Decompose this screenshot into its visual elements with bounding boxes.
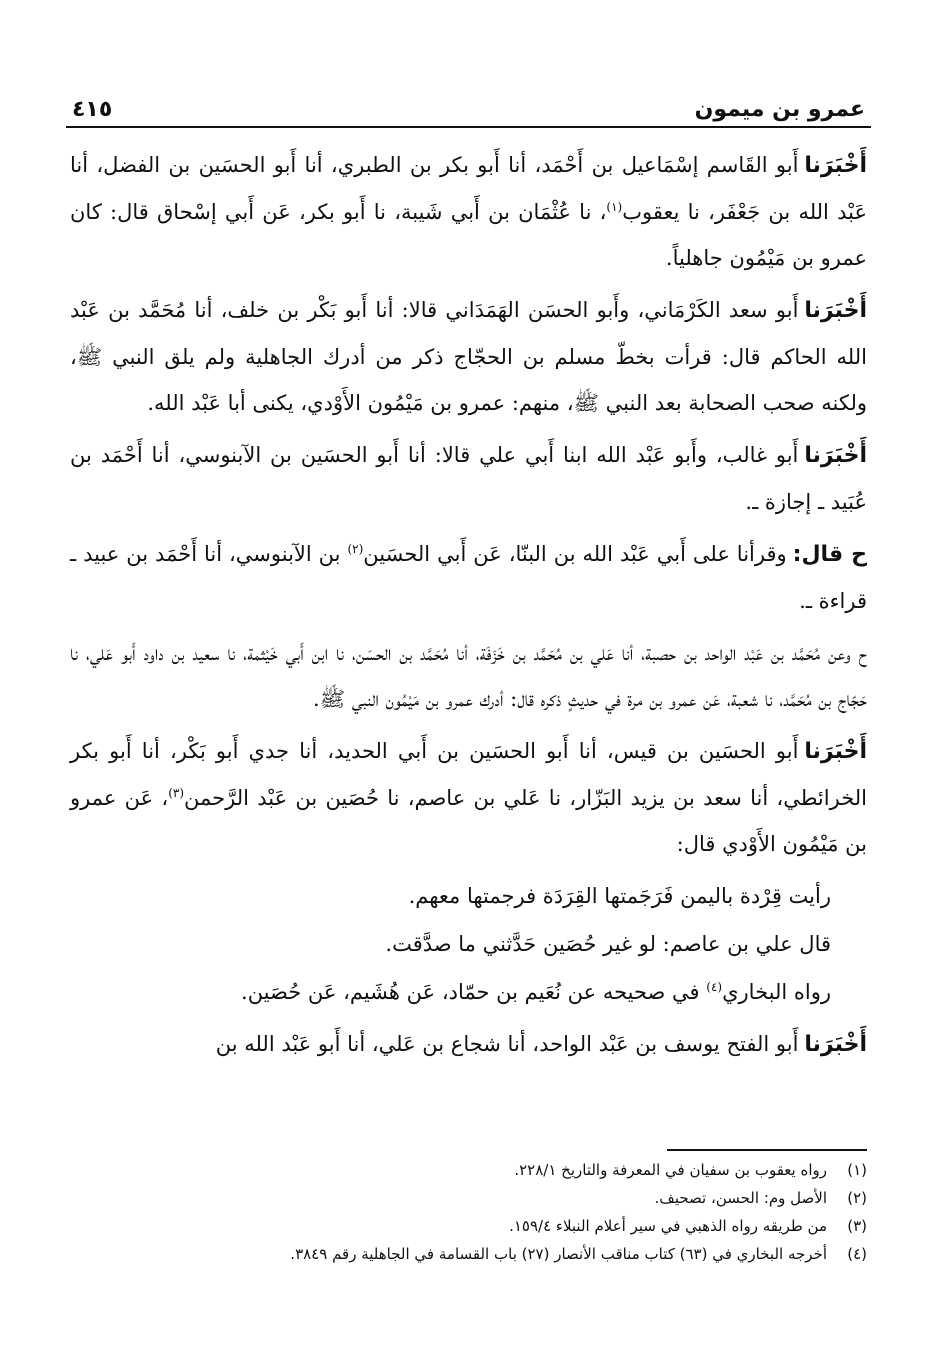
footnote-ref: (١) (606, 200, 623, 214)
footnote (77, 1212, 867, 1240)
main-text (66, 142, 871, 1068)
paragraph-text: أَبو القَاسم إسْمَاعيل بن أَحْمَد، أنا أَبو بكر بن الطبري، أنا أَبو الحسَين بن الفضل، أنا عَبْد الله بن جَعْفَر، نا يعقوب (70, 153, 867, 224)
paragraph (66, 142, 871, 281)
page-number: ٤١٥ (72, 97, 113, 122)
paragraph (66, 1021, 871, 1068)
footnote-number: (١) (847, 1161, 867, 1179)
footnote-ref: (٤) (706, 980, 723, 994)
footnote-ref: (٣) (168, 786, 185, 800)
paragraph-text-cont: ، نا عُثْمَان بن أَبي شَيبة، نا أَبو بكر، عَن أَبي إسْحاق قال: كان عمرو بن مَيْمُون جاهلياً. (70, 200, 867, 270)
quote-line (66, 873, 871, 919)
footnote-text: رواه يعقوب بن سفيان في المعرفة والتاريخ ٢٢٨/١. (514, 1161, 827, 1179)
footnote (77, 1156, 867, 1184)
footnote-text: من طريقه رواه الذهبي في سير أعلام النبلاء ١٥٩/٤. (509, 1217, 827, 1235)
paragraph-lead: ح قال: (792, 542, 867, 567)
quote-line (66, 921, 871, 967)
paragraph-text: أَبو الحسَين بن قيس، أنا أَبو الحسَين بن أَبي الحديد، أنا جدي أَبو بَكْر، أنا أَبو بكر الخرائطي، أنا سعد بن يزيد البَزّار، نا عَلي بن عاصم، نا حُصَين بن عَبْد الرَّحمن (70, 739, 867, 810)
footnote-ref: (٢) (347, 542, 364, 556)
footnote-text: الأصل وم: الحسن، تصحيف. (654, 1189, 827, 1207)
footnote-number: (٢) (847, 1189, 867, 1207)
paragraph-text: أَبو غالب، وأَبو عَبْد الله ابنا أَبي علي قالا: أنا أَبو الحسَين بن الآبنوسي، أنا أَحْمَد بن عُبَيد ـ إجازة ـ. (70, 443, 867, 514)
footnotes (77, 1156, 867, 1268)
paragraph (66, 630, 871, 722)
running-title: عمرو بن ميمون (694, 97, 865, 122)
book-page (66, 86, 871, 1316)
paragraph-text: رأيت قِرْدة باليمن فَرَجَمتها القِرَدَة فرجمتها معهم. (408, 884, 831, 908)
footnote (77, 1240, 867, 1268)
paragraph-text: أَبو الفتح يوسف بن عَبْد الواحد، أنا شجاع بن عَلي، أنا أَبو عَبْد الله بن (215, 1032, 799, 1056)
paragraph-lead: أَخْبَرَنا (804, 443, 867, 468)
paragraph-lead: أَخْبَرَنا (804, 1032, 867, 1057)
paragraph (66, 531, 871, 624)
footnote (77, 1184, 867, 1212)
paragraph-lead: أَخْبَرَنا (804, 298, 867, 323)
paragraph-text: قال علي بن عاصم: لو غير حُصَين حَدَّثني ما صدَّقت. (385, 932, 831, 956)
paragraph (66, 728, 871, 867)
footnote-rule (667, 1149, 867, 1151)
paragraph-lead: أَخْبَرَنا (804, 739, 867, 764)
paragraph-text-cont: بن الآبنوسي، أنا أَحْمَد بن عبيد ـ قراءة ـ. (70, 542, 867, 613)
paragraph-lead: أَخْبَرَنا (804, 153, 867, 178)
paragraph-text: رواه البخاري (722, 980, 831, 1004)
paragraph-text: وقرأنا على أَبي عَبْد الله بن البنّا، عَن أَبي الحسَين (363, 542, 787, 566)
quote-line (66, 969, 871, 1015)
footnote-text: أخرجه البخاري في (٦٣) كتاب مناقب الأنصار (٢٧) باب القسامة في الجاهلية رقم ٣٨٤٩. (290, 1245, 827, 1263)
footnote-number: (٤) (847, 1245, 867, 1263)
paragraph (66, 287, 871, 426)
paragraph-text-cont: ، عَن عمرو بن مَيْمُون الأَوْدي قال: (70, 786, 867, 856)
footnote-number: (٣) (847, 1217, 867, 1235)
paragraph-text-cont: في صحيحه عن نُعَيم بن حمّاد، عَن هُشَيم، عَن حُصَين. (241, 980, 707, 1004)
paragraph-text: ح وعن مُحَمَّد بن عَبْد الواحد بن حصبة، أنا عَلي بن مُحَمَّد بن خَزَفَة، أنا مُحَمَّد بن الحسَن، نا ابن أَبي خَيْثمة، نا سعيد بن داود أَبو عَلي، نا حَجّاج بن مُحَمَّد، نا شعبة، عَن عمرو بن مرة في حديثٍ ذكره قال: أدرك عمرو بن مَيْمُون النبي ﷺ. (70, 641, 867, 711)
running-header (66, 86, 871, 126)
paragraph (66, 432, 871, 525)
paragraph-text: أَبو سعد الكَرْمَاني، وأَبو الحسَن الهَمَدَاني قالا: أنا أَبو بَكْر بن خلف، أنا مُحَمَّد بن عَبْد الله الحاكم قال: قرأت بخطّ مسلم بن الحجّاج ذكر من أدرك الجاهلية ولم يلق النبي ﷺ، ولكنه صحب الصحابة بعد النبي ﷺ، منهم: عمرو بن مَيْمُون الأَوْدي، يكنى أبا عَبْد الله. (70, 298, 867, 415)
header-rule (66, 126, 871, 128)
